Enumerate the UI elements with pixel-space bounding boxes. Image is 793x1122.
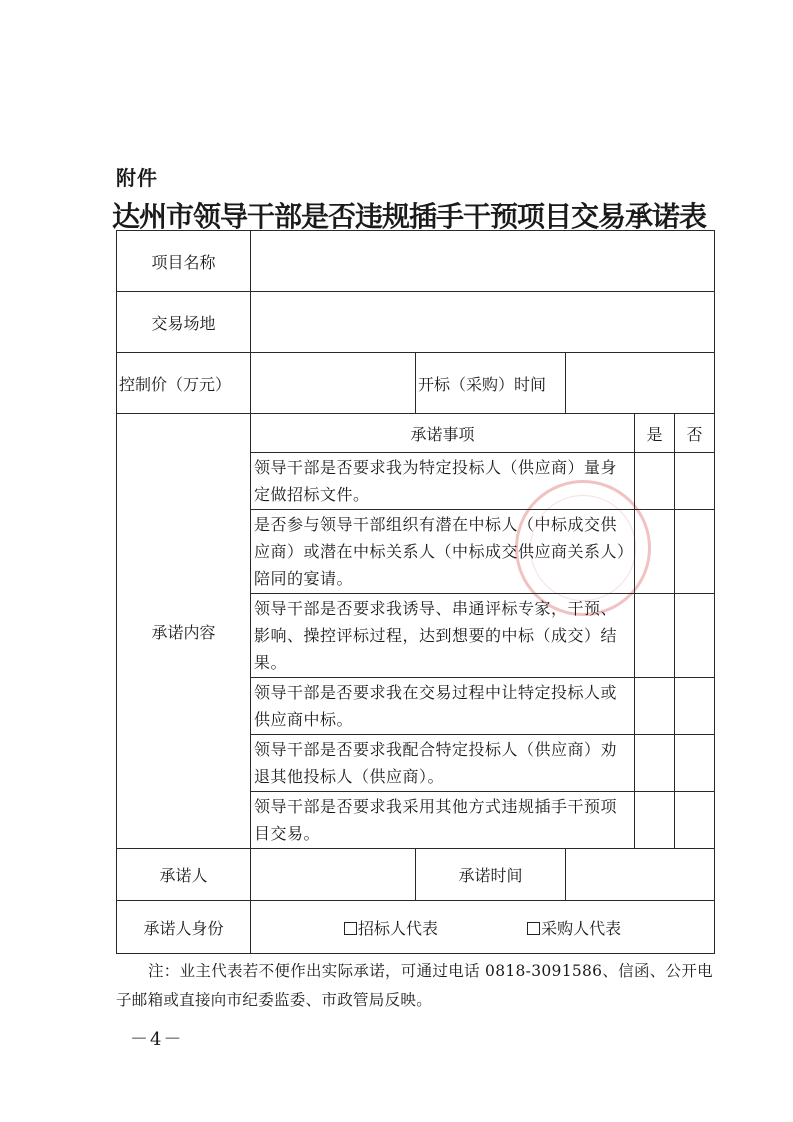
promise-time-field[interactable]	[566, 849, 715, 901]
project-name-row	[117, 231, 715, 292]
bid-time-field[interactable]	[566, 353, 715, 414]
project-name-field[interactable]	[251, 231, 715, 292]
commitment-header-row	[117, 414, 715, 453]
commitment-item-text: 是否参与领导干部组织有潜在中标人（中标成交供应商）或潜在中标关系人（中标成交供应商关系人）陪同的宴请。	[251, 510, 635, 594]
commitment-item-text: 领导干部是否要求我采用其他方式违规插手干预项目交易。	[251, 792, 635, 849]
identity-options	[251, 901, 715, 954]
purchaser-rep-option[interactable]	[527, 916, 621, 939]
promisor-row	[117, 849, 715, 901]
no-check-cell[interactable]	[675, 678, 715, 735]
venue-field[interactable]	[251, 292, 715, 353]
footnote: 注：业主代表若不便作出实际承诺，可通过电话 0818-3091586、信函、公开电子邮箱或直接向市纪委监委、市政管局反映。	[116, 962, 713, 1009]
no-check-cell[interactable]	[675, 510, 715, 594]
tenderer-rep-label: 招标人代表	[357, 918, 438, 938]
promisor-field[interactable]	[251, 849, 416, 901]
page-number: －4－	[130, 1029, 184, 1050]
yes-check-cell[interactable]	[635, 792, 675, 849]
bid-time-label: 开标（采购）时间	[416, 353, 566, 414]
control-price-label: 控制价（万元）	[117, 353, 251, 414]
commitment-content-label: 承诺内容	[117, 414, 251, 849]
control-price-field[interactable]	[251, 353, 416, 414]
identity-row	[117, 901, 715, 954]
yes-check-cell[interactable]	[635, 453, 675, 510]
yes-check-cell[interactable]	[635, 594, 675, 678]
no-check-cell[interactable]	[675, 735, 715, 792]
no-check-cell[interactable]	[675, 594, 715, 678]
tenderer-rep-option[interactable]	[344, 916, 438, 939]
commitment-form-table	[116, 230, 715, 954]
commitment-items-header: 承诺事项	[251, 414, 635, 453]
attachment-label: 附件	[116, 166, 158, 190]
promise-time-label: 承诺时间	[416, 849, 566, 901]
yes-check-cell[interactable]	[635, 678, 675, 735]
yes-header: 是	[635, 414, 675, 453]
venue-row	[117, 292, 715, 353]
price-time-row	[117, 353, 715, 414]
checkbox-icon[interactable]	[344, 922, 357, 935]
promisor-label: 承诺人	[117, 849, 251, 901]
venue-label: 交易场地	[117, 292, 251, 353]
purchaser-rep-label: 采购人代表	[541, 918, 622, 938]
commitment-item-text: 领导干部是否要求我配合特定投标人（供应商）劝退其他投标人（供应商）。	[251, 735, 635, 792]
commitment-item-text: 领导干部是否要求我诱导、串通评标专家，干预、影响、操控评标过程，达到想要的中标（成交）结果。	[251, 594, 635, 678]
commitment-item-text: 领导干部是否要求我为特定投标人（供应商）量身定做招标文件。	[251, 453, 635, 510]
no-check-cell[interactable]	[675, 792, 715, 849]
commitment-item-text: 领导干部是否要求我在交易过程中让特定投标人或供应商中标。	[251, 678, 635, 735]
identity-label: 承诺人身份	[117, 901, 251, 954]
no-header: 否	[675, 414, 715, 453]
no-check-cell[interactable]	[675, 453, 715, 510]
checkbox-icon[interactable]	[527, 922, 540, 935]
yes-check-cell[interactable]	[635, 735, 675, 792]
yes-check-cell[interactable]	[635, 510, 675, 594]
project-name-label: 项目名称	[117, 231, 251, 292]
page-title: 达州市领导干部是否违规插手干预项目交易承诺表	[112, 200, 707, 233]
